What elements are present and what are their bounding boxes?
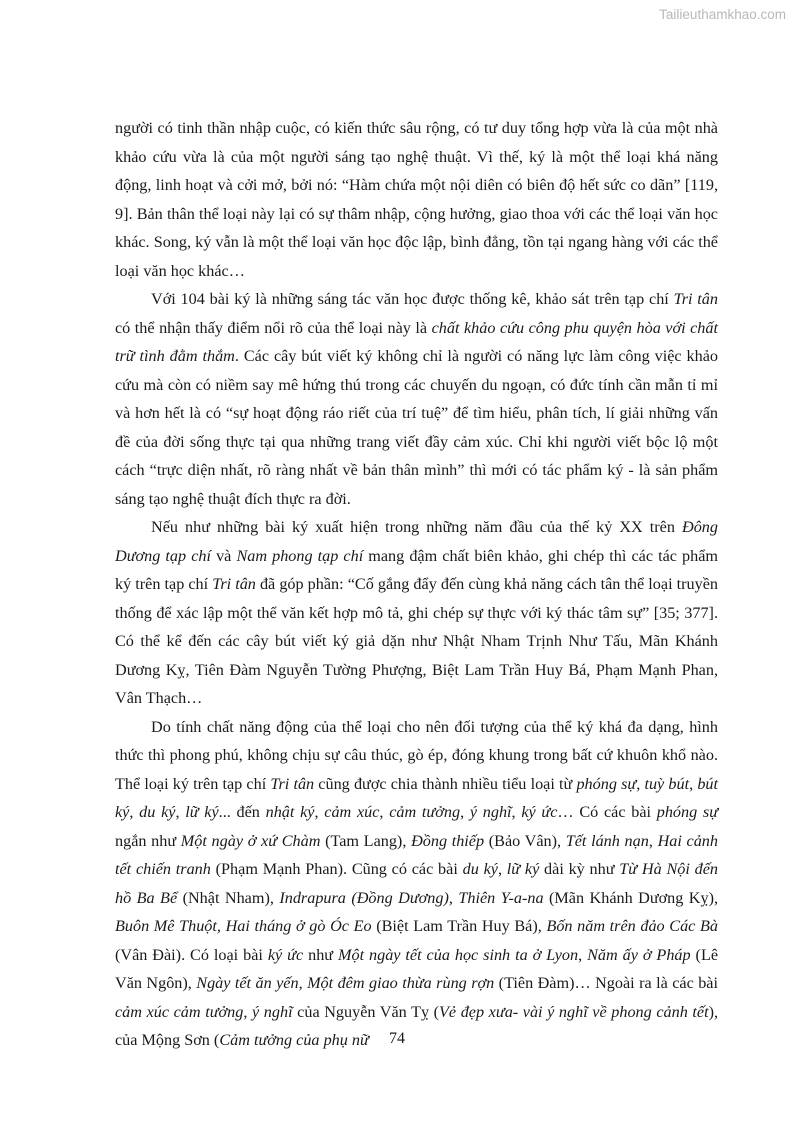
page-number: 74 bbox=[389, 1030, 405, 1047]
italic-text: ký ức bbox=[521, 803, 558, 821]
text: , bbox=[460, 803, 470, 821]
text: , bbox=[175, 803, 186, 821]
italic-text: Năm ấy ở Pháp bbox=[587, 945, 691, 964]
italic-text: tuỳ bút bbox=[644, 774, 690, 793]
text: , bbox=[448, 888, 459, 907]
italic-text: Một ngày ở xứ Chàm bbox=[180, 831, 321, 850]
text: Nếu như những bài ký xuất hiện trong những năm đầu của thế kỷ XX trên bbox=[151, 518, 683, 536]
text: , bbox=[379, 803, 390, 821]
text: (Tam Lang), bbox=[320, 831, 412, 850]
paragraph bbox=[115, 713, 718, 1055]
text: của Nguyễn Văn Tỵ ( bbox=[292, 1002, 440, 1021]
text: . Các cây bút viết ký không chỉ là người có năng lực làm công việc khảo cứu mà còn có niềm say mê hứng thú trong các chuyến du ngoạn, có đức tính cần mẫn tỉ mỉ và hơn hết là có “sự hoạt động ráo riết của trí tuệ” để tìm hiểu, phân tích, lí giải những vấn đề của đời sống thực tại qua những trang viết đầy cảm xúc. Chỉ khi người viết bộc lộ một cách “trực diện nhất, rõ ràng nhất về bản thân mình” thì mới có tác phẩm ký - là sản phẩm sáng tạo nghệ thuật đích thực ra đời. bbox=[115, 347, 718, 508]
text: (Biệt Lam Trần Huy Bá), bbox=[371, 917, 547, 935]
italic-text: Indrapura (Đồng Dương) bbox=[279, 888, 449, 907]
italic-text: Thiên Y-a-na bbox=[458, 888, 544, 907]
italic-text: Từ Hà Nội đến hồ Ba Bể bbox=[115, 860, 719, 907]
text: có thể nhận thấy điểm nổi rõ của thể loại này là bbox=[115, 318, 432, 337]
text: dài kỳ như bbox=[539, 860, 620, 878]
text: , bbox=[243, 1002, 253, 1021]
italic-text: nhật ký bbox=[265, 803, 315, 821]
italic-text: Nam phong tạp chí bbox=[236, 546, 364, 565]
text: (Mãn Khánh Dương Kỵ), bbox=[543, 888, 719, 907]
italic-text: Bốn năm trên đảo Các Bà bbox=[546, 917, 718, 935]
italic-text: Vẻ đẹp xưa- vài ý nghĩ về phong cảnh tết bbox=[439, 1002, 709, 1021]
text: và bbox=[210, 546, 237, 565]
italic-text: Tri tân bbox=[212, 575, 256, 593]
text: , bbox=[689, 774, 698, 793]
text: (Nhật Nham), bbox=[177, 888, 280, 907]
paragraph bbox=[115, 114, 718, 285]
text: , bbox=[578, 945, 588, 964]
text: , bbox=[129, 803, 140, 821]
text: ... đến bbox=[218, 803, 266, 821]
italic-text: cảm xúc bbox=[324, 803, 380, 821]
text: ngắn như bbox=[115, 831, 181, 850]
italic-text: ký ức bbox=[267, 945, 304, 964]
italic-text: Tri tân bbox=[270, 774, 315, 793]
text: (Tiên Đàm)… Ngoài ra là các bài bbox=[494, 974, 718, 992]
italic-text: Tết lánh nạn bbox=[565, 831, 649, 850]
italic-text: Hai cảnh tết chiến tranh bbox=[115, 831, 718, 878]
text: , bbox=[648, 831, 658, 850]
text: như bbox=[303, 945, 338, 964]
text: đã góp phần: “Cố gắng đẩy đến cùng khả năng cách tân thể loại truyền thống để xác lập một thể văn kết hợp mô tả, ghi chép sự thực với ký thác tâm sự” [35; 377]. Có thể kể đến các cây bút viết ký giả dặn như Nhật Nham Trịnh Như Tấu, Mãn Khánh Dương Kỵ, Tiên Đàm Nguyễn Tường Phượng, Biệt Lam Trần Huy Bá, Phạm Mạnh Phan, Vân Thạch… bbox=[115, 575, 718, 707]
italic-text: lữ ký bbox=[185, 803, 219, 821]
italic-text: ý nghĩ bbox=[252, 1002, 293, 1021]
italic-text: ý nghĩ bbox=[469, 803, 512, 821]
italic-text: Tri tân bbox=[673, 290, 718, 308]
italic-text: lữ ký bbox=[506, 860, 540, 878]
text: ), của Mộng Sơn ( bbox=[115, 1002, 719, 1049]
text: cũng được chia thành nhiều tiểu loại từ bbox=[314, 774, 577, 793]
text: , bbox=[636, 774, 645, 793]
text: Do tính chất năng động của thể loại cho nên đối tượng của thể ký khá đa dạng, hình thức thì phong phú, không chịu sự câu thúc, gò ép, đóng khung trong bất cứ khuôn khổ nào. Thể loại ký trên tạp chí bbox=[115, 717, 718, 793]
italic-text: du ký bbox=[462, 860, 498, 878]
paragraph bbox=[115, 285, 718, 513]
italic-text: cảm xúc cảm tưởng bbox=[115, 1002, 244, 1021]
text: (Phạm Mạnh Phan). Cũng có các bài bbox=[210, 860, 463, 878]
italic-text: Đông Dương tạp chí bbox=[115, 518, 718, 565]
text: … Có các bài bbox=[557, 803, 657, 821]
italic-text: cảm tưởng bbox=[389, 803, 461, 821]
watermark: Tailieuthamkhao.com bbox=[659, 7, 786, 22]
text: (Vân Đài). Có loại bài bbox=[115, 945, 268, 964]
italic-text: du ký bbox=[139, 803, 176, 821]
paragraph bbox=[115, 513, 718, 713]
text: người có tinh thần nhập cuộc, có kiến thức sâu rộng, có tư duy tổng hợp vừa là của một nhà khảo cứu vừa là của một người sáng tạo nghệ thuật. Vì thế, ký là một thể loại khá năng động, linh hoạt và cởi mở, bởi nó: “Hàm chứa một nội diên có biên độ hết sức co dãn” [119, 9]. Bản thân thể loại này lại có sự thâm nhập, cộng hưởng, giao thoa với các thể loại văn học khác. Song, ký vẫn là một thể loại văn học độc lập, bình đẳng, tồn tại ngang hàng với các thể loại văn học khác… bbox=[115, 119, 718, 280]
italic-text: phóng sự bbox=[656, 803, 719, 821]
text: , bbox=[314, 803, 325, 821]
italic-text: Cảm tưởng của phụ nữ bbox=[219, 1031, 369, 1049]
text: mang đậm chất biên khảo, ghi chép thì các tác phẩm ký trên tạp chí bbox=[115, 546, 719, 593]
document-body bbox=[115, 114, 718, 1055]
italic-text: Đồng thiếp bbox=[411, 831, 485, 850]
italic-text: Một ngày tết của học sinh ta ở Lyon bbox=[338, 945, 579, 964]
text: (Lê Văn Ngôn), bbox=[115, 945, 719, 992]
text: , bbox=[511, 803, 522, 821]
italic-text: Buôn Mê Thuột, Hai tháng ở gò Óc Eo bbox=[115, 917, 372, 935]
italic-text: Ngày tết ăn yến, Một đêm giao thừa rùng rợn bbox=[196, 974, 495, 992]
italic-text: bút ký bbox=[115, 774, 718, 821]
text: (Bảo Vân), bbox=[484, 831, 566, 850]
text: , bbox=[497, 860, 507, 878]
italic-text: chất khảo cứu công phu quyện hòa với chất trữ tình đằm thắm bbox=[115, 318, 718, 365]
italic-text: phóng sự bbox=[576, 774, 637, 793]
text: Với 104 bài ký là những sáng tác văn học được thống kê, khảo sát trên tạp chí bbox=[151, 290, 674, 308]
